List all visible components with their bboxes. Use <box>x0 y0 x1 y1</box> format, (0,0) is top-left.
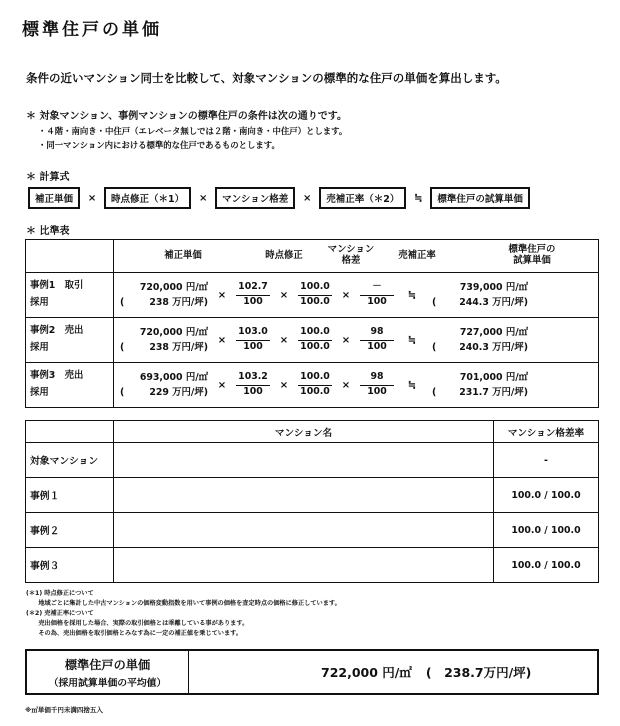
case-price-tsubo: 238 万円/坪) <box>149 297 208 308</box>
formula-heading: ＊ 計算式 <box>26 172 70 183</box>
mansion-rate: 100.0 / 100.0 <box>494 548 599 583</box>
mansion-name <box>114 478 494 513</box>
footnote-2-body-2: その為、売出価格を取引価格とみなす為に一定の補正値を乗じています。 <box>26 630 243 637</box>
multiply-sign: × <box>87 192 97 204</box>
gap-fraction <box>298 326 332 353</box>
mansion-row <box>26 548 599 583</box>
paren-open: ( <box>120 297 125 308</box>
gap-denominator: 100.0 <box>300 386 330 397</box>
summary-value-cell <box>189 651 597 693</box>
multiply-sign: × <box>341 379 351 391</box>
case-result-tsubo: 231.7 万円/坪) <box>459 387 528 398</box>
gap-numerator: 100.0 <box>298 371 332 386</box>
approx-sign: ≒ <box>407 379 417 391</box>
gap-denominator: 100.0 <box>300 341 330 352</box>
header-time: 時点修正 <box>265 249 303 261</box>
empty-header <box>26 421 114 443</box>
case-calc-cell <box>114 363 599 408</box>
mansion-name <box>114 443 494 478</box>
sale-denominator: 100 <box>367 341 387 352</box>
case-label: 事例1 取引 <box>30 280 84 292</box>
formula-term-price: 補正単価 <box>28 187 80 209</box>
case-result-tsubo: 244.3 万円/坪) <box>459 297 528 308</box>
multiply-sign: × <box>217 379 227 391</box>
case-label-cell <box>26 318 114 363</box>
paren-open: ( <box>432 297 437 308</box>
time-numerator: 102.7 <box>236 281 270 296</box>
empty-header <box>26 240 114 273</box>
mansion-row <box>26 513 599 548</box>
header-mansion-rate: マンション格差率 <box>494 421 599 443</box>
case-label-cell <box>26 363 114 408</box>
comparison-heading: ＊ 比準表 <box>26 226 70 237</box>
sale-fraction <box>360 371 394 398</box>
footnote-1-title: (＊1) 時点修正について <box>26 590 94 597</box>
mansion-label: 事例２ <box>26 513 114 548</box>
time-denominator: 100 <box>243 341 263 352</box>
case-row <box>26 318 599 363</box>
case-kind: 採用 <box>30 297 49 308</box>
approx-sign: ≒ <box>407 289 417 301</box>
comparison-header-row <box>26 240 599 273</box>
mansion-name <box>114 548 494 583</box>
case-result-tsubo: 240.3 万円/坪) <box>459 342 528 353</box>
mansion-label: 対象マンション <box>26 443 114 478</box>
case-calc-cell <box>114 318 599 363</box>
case-label-cell <box>26 273 114 318</box>
sale-denominator: 100 <box>367 296 387 307</box>
case-price-sqm: 720,000 円/㎡ <box>139 281 208 293</box>
sale-numerator: 98 <box>360 371 394 386</box>
gap-numerator: 100.0 <box>298 281 332 296</box>
mansion-rate: - <box>494 443 599 478</box>
time-denominator: 100 <box>243 296 263 307</box>
header-result: 標準住戸の 試算単価 <box>508 244 556 266</box>
footnote-2-body-1: 売出価格を採用した場合、実際の取引価格とは乖離している事があります。 <box>26 620 249 627</box>
mansion-name <box>114 513 494 548</box>
summary-box <box>25 649 599 695</box>
summary-label-cell <box>27 651 189 693</box>
case-calc-cell <box>114 273 599 318</box>
condition-item-1: ・４階・南向き・中住戸（エレベータ無しでは２階・南向き・中住戸）とします。 <box>38 126 348 136</box>
gap-denominator: 100.0 <box>300 296 330 307</box>
multiply-sign: × <box>279 334 289 346</box>
case-row <box>26 363 599 408</box>
paren-open: ( <box>432 387 437 398</box>
case-result <box>430 325 528 355</box>
multiply-sign: × <box>279 289 289 301</box>
case-kind: 採用 <box>30 342 49 353</box>
paren-open: ( <box>120 387 125 398</box>
approx-sign: ≒ <box>414 192 423 204</box>
time-denominator: 100 <box>243 386 263 397</box>
header-price: 補正単価 <box>164 249 202 261</box>
condition-item-2: ・同一マンション内における標準的な住戸であるものとします。 <box>38 140 280 150</box>
case-label: 事例3 売出 <box>30 370 84 382</box>
case-price-sqm: 720,000 円/㎡ <box>139 326 208 338</box>
multiply-sign: × <box>217 334 227 346</box>
mansion-row <box>26 478 599 513</box>
gap-fraction <box>298 371 332 398</box>
sale-denominator: 100 <box>367 386 387 397</box>
header-mansion-name: マンション名 <box>114 421 494 443</box>
comparison-header-cell <box>114 240 599 273</box>
mansion-rate: 100.0 / 100.0 <box>494 478 599 513</box>
summary-sublabel: （採用試算単価の平均値） <box>48 677 167 689</box>
time-fraction <box>236 281 270 308</box>
rounding-note: ※㎡単価千円未満四捨五入 <box>25 706 103 714</box>
multiply-sign: × <box>279 379 289 391</box>
formula-term-gap: マンション格差 <box>215 187 295 209</box>
multiply-sign: × <box>341 334 351 346</box>
intro-text: 条件の近いマンション同士を比較して、対象マンションの標準的な住戸の単価を算出します。 <box>26 71 507 85</box>
summary-price: 722,000 円/㎡ <box>321 665 412 680</box>
mansion-row <box>26 443 599 478</box>
time-fraction <box>236 371 270 398</box>
case-label: 事例2 売出 <box>30 325 84 337</box>
case-price-tsubo: 238 万円/坪) <box>149 342 208 353</box>
multiply-sign: × <box>198 192 208 204</box>
mansion-label: 事例３ <box>26 548 114 583</box>
sale-fraction <box>360 281 394 308</box>
case-price-tsubo: 229 万円/坪) <box>149 387 208 398</box>
case-price-sqm: 693,000 円/㎡ <box>139 371 208 383</box>
footnote-1-body: 地域ごとに集計した中古マンションの価格変動指数を用いて事例の価格を査定時点の価格に修正しています。 <box>26 600 341 607</box>
case-price <box>114 370 208 400</box>
sale-numerator: － <box>360 281 394 296</box>
gap-fraction <box>298 281 332 308</box>
case-kind: 採用 <box>30 387 49 398</box>
formula-row <box>28 186 530 210</box>
gap-numerator: 100.0 <box>298 326 332 341</box>
header-sale: 売補正率 <box>398 249 436 261</box>
case-price <box>114 325 208 355</box>
mansion-header-row <box>26 421 599 443</box>
mansion-table <box>25 420 599 583</box>
case-result-sqm: 739,000 円/㎡ <box>459 281 528 293</box>
paren-open: ( <box>432 342 437 353</box>
footnote-2-title: (＊2) 売補正率について <box>26 610 94 617</box>
time-fraction <box>236 326 270 353</box>
mansion-label: 事例１ <box>26 478 114 513</box>
time-numerator: 103.2 <box>236 371 270 386</box>
case-result <box>430 280 528 310</box>
summary-label: 標準住戸の単価 <box>64 657 151 672</box>
case-row <box>26 273 599 318</box>
time-numerator: 103.0 <box>236 326 270 341</box>
mansion-rate: 100.0 / 100.0 <box>494 513 599 548</box>
case-result <box>430 370 528 400</box>
header-gap: マンション 格差 <box>327 244 375 266</box>
summary-tsubo: ( 238.7万円/坪) <box>425 665 532 680</box>
multiply-sign: × <box>341 289 351 301</box>
formula-term-sale: 売補正率（＊2） <box>319 187 406 209</box>
approx-sign: ≒ <box>407 334 417 346</box>
comparison-table <box>25 239 599 408</box>
case-result-sqm: 727,000 円/㎡ <box>459 326 528 338</box>
page-title: 標準住戸の単価 <box>22 20 162 40</box>
sale-numerator: 98 <box>360 326 394 341</box>
sale-fraction <box>360 326 394 353</box>
conditions-heading: ＊ 対象マンション、事例マンションの標準住戸の条件は次の通りです。 <box>26 111 347 122</box>
paren-open: ( <box>120 342 125 353</box>
formula-term-time: 時点修正（＊1） <box>104 187 191 209</box>
case-price <box>114 280 208 310</box>
multiply-sign: × <box>217 289 227 301</box>
formula-term-result: 標準住戸の試算単価 <box>430 187 530 209</box>
case-result-sqm: 701,000 円/㎡ <box>459 371 528 383</box>
multiply-sign: × <box>303 192 312 204</box>
